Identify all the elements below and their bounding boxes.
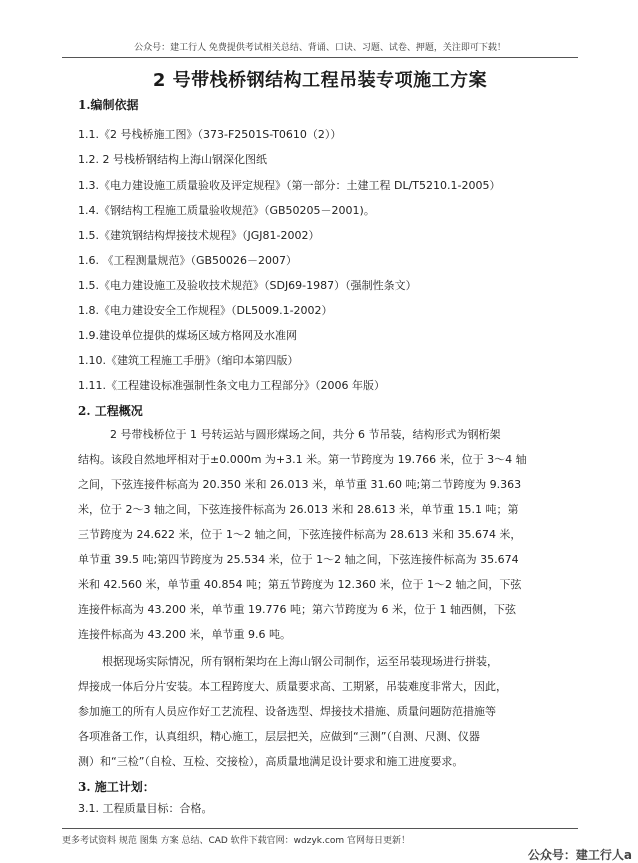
overview-line: 三节跨度为 24.622 米，位于 1～2 轴之间，下弦连接件标高为 28.613 米和 35.674 米， <box>78 528 522 541</box>
overview-line: 结构。该段自然地坪相对于±0.000m 为+3.1 米。第一节跨度为 19.766 米，位于 3～4 轴 <box>78 453 527 466</box>
overview-line: 2 号带栈桥位于 1 号转运站与圆形煤场之间，共分 6 节吊装，结构形式为钢桁架 <box>110 428 501 441</box>
basis-item: 1.2. 2 号栈桥钢结构上海山钢深化图纸 <box>78 153 267 166</box>
basis-item: 1.1.《2 号栈桥施工图》（373-F2501S-T0610（2）） <box>78 128 342 141</box>
document-title: 2 号带栈桥钢结构工程吊装专项施工方案 <box>152 70 488 91</box>
overview-line: 测）和“三检”（自检、互检、交接检），高质量地满足设计要求和施工进度要求。 <box>78 755 464 768</box>
basis-item: 1.3.《电力建设施工质量验收及评定规程》（第一部分：土建工程 DL/T5210.1-2005） <box>78 179 501 192</box>
section-heading-overview: 2. 工程概况 <box>78 404 143 418</box>
overview-line: 之间，下弦连接件标高为 20.350 米和 26.013 米，单节重 31.60 吨;第二节跨度为 9.363 <box>78 478 522 491</box>
overview-line: 米和 42.560 米，单节重 40.854 吨；第五节跨度为 12.360 米，位于 1～2 轴之间，下弦 <box>78 578 522 591</box>
basis-item: 1.11.《工程建设标准强制性条文电力工程部分》（2006 年版） <box>78 379 385 392</box>
basis-item: 1.4.《钢结构工程施工质量验收规范》（GB50205－2001)。 <box>78 204 375 217</box>
basis-item: 1.6. 《工程测量规范》（GB50026－2007） <box>78 254 298 267</box>
section-heading-plan: 3. 施工计划： <box>78 780 155 794</box>
overview-line: 单节重 39.5 吨;第四节跨度为 25.534 米，位于 1～2 轴之间，下弦连接件标高为 35.674 <box>78 553 519 566</box>
overview-line: 连接件标高为 43.200 米，单节重 9.6 吨。 <box>78 628 291 641</box>
basis-item: 1.5.《建筑钢结构焊接技术规程》（JGJ81-2002） <box>78 229 320 242</box>
watermark: 公众号：建工行人a <box>527 848 632 862</box>
overview-line: 根据现场实际情况，所有钢桁架均在上海山钢公司制作，运至吊装现场进行拼装， <box>102 655 498 668</box>
basis-item: 1.8.《电力建设安全工作规程》（DL5009.1-2002） <box>78 304 333 317</box>
overview-line: 各项准备工作，认真组织，精心施工，层层把关，应做到“三测”（自测、尺测、仪器 <box>78 730 480 743</box>
page-header: 公众号：建工行人 免费提供考试相关总结、背诵、口诀、习题、试卷、押题，关注即可下载！ <box>62 40 578 58</box>
overview-line: 米，位于 2～3 轴之间，下弦连接件标高为 26.013 米和 28.613 米，单节重 15.1 吨；第 <box>78 503 519 516</box>
overview-line: 连接件标高为 43.200 米，单节重 19.776 吨；第六节跨度为 6 米，位于 1 轴西侧，下弦 <box>78 603 516 616</box>
page-footer: 更多考试资料 规范 图集 方案 总结、CAD 软件下载官网：wdzyk.com 官网每日更新！ <box>62 828 578 846</box>
basis-item: 1.10.《建筑工程施工手册》（缩印本第四版） <box>78 354 299 367</box>
section-heading-basis: 1.编制依据 <box>78 98 139 112</box>
basis-item: 1.5.《电力建设施工及验收技术规范》（SDJ69-1987）（强制性条文） <box>78 279 417 292</box>
plan-item: 3.1. 工程质量目标：合格。 <box>78 802 213 815</box>
basis-item: 1.9.建设单位提供的煤场区域方格网及水准网 <box>78 329 297 342</box>
overview-line: 参加施工的所有人员应作好工艺流程、设备选型、焊接技术措施、质量问题防范措施等 <box>78 705 496 718</box>
overview-line: 焊接成一体后分片安装。本工程跨度大、质量要求高、工期紧，吊装难度非常大，因此， <box>78 680 507 693</box>
